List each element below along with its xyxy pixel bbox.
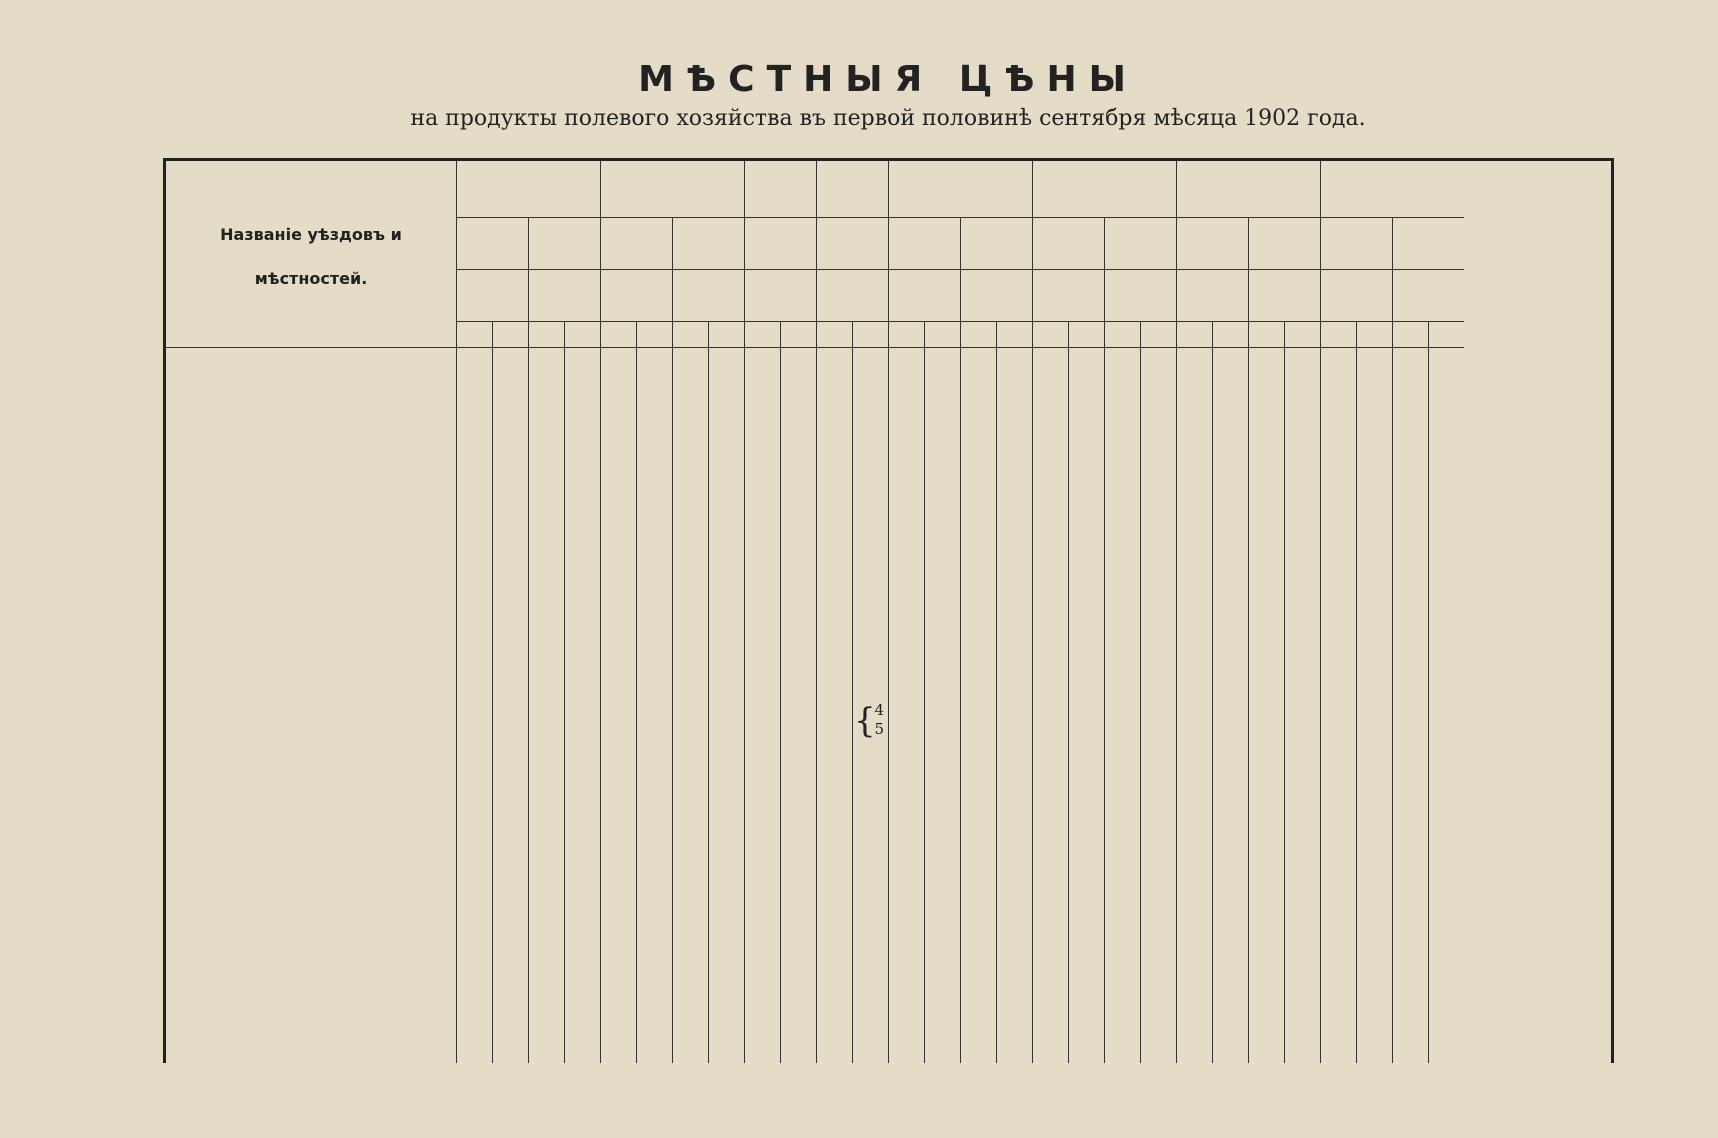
sub-header [1032,217,1104,269]
rub-header [1392,321,1428,347]
unit-header [1032,269,1104,321]
stub-divider [456,161,457,1063]
unit-header [600,269,672,321]
rk-divider [636,321,637,1063]
sub-header [1104,217,1176,269]
unit-header [672,269,744,321]
unit-header [456,269,528,321]
rub-header [1176,321,1212,347]
product-header [744,161,816,217]
unit-header [816,269,888,321]
unit-header [1248,269,1320,321]
sub-header [744,217,816,269]
rk-divider [1428,321,1429,1063]
sub-header [1320,217,1392,269]
unit-header [1320,269,1392,321]
sub-header [888,217,960,269]
rule-body [166,347,1464,348]
kop-header [1212,321,1248,347]
kop-header [492,321,528,347]
stub-header: Названіе уѣздовъ и мѣстностей. [220,225,402,288]
rub-header [528,321,564,347]
sub-header [1248,217,1320,269]
kop-header [1140,321,1176,347]
rub-header [960,321,996,347]
unit-header [1392,269,1464,321]
price-sheet [163,60,1613,1065]
rk-divider [1356,321,1357,1063]
sub-header [1176,217,1248,269]
brace-line: 4 [874,701,884,719]
price-table [163,158,1614,1063]
sub-header [528,217,600,269]
sub-header [672,217,744,269]
rk-divider [564,321,565,1063]
rub-header [1320,321,1356,347]
rule-sub [456,217,1464,218]
sub-header [456,217,528,269]
rk-divider [996,321,997,1063]
unit-header [960,269,1032,321]
brace-value [856,701,886,741]
kop-header [708,321,744,347]
rub-header [600,321,636,347]
kop-header [996,321,1032,347]
kop-header [852,321,888,347]
sub-header [960,217,1032,269]
rub-header [1248,321,1284,347]
rule-unit [456,269,1464,270]
rk-divider [780,321,781,1063]
rule-rk [456,321,1464,322]
brace-line: 5 [874,720,884,738]
kop-header [1284,321,1320,347]
kop-header [780,321,816,347]
rub-header [1104,321,1140,347]
rk-divider [1212,321,1213,1063]
rk-divider [1284,321,1285,1063]
rub-header [456,321,492,347]
kop-header [636,321,672,347]
rk-divider [492,321,493,1063]
rub-header [1032,321,1068,347]
unit-header [1176,269,1248,321]
kop-header [1356,321,1392,347]
unit-header [528,269,600,321]
kop-header [924,321,960,347]
unit-header [888,269,960,321]
sub-header [1392,217,1464,269]
product-header [1176,161,1320,217]
unit-header [1104,269,1176,321]
rk-divider [924,321,925,1063]
page-subtitle: на продукты полевого хозяйства въ первой половинѣ сентября мѣсяца 1902 года. [410,106,1366,131]
sub-header [600,217,672,269]
sub-header [816,217,888,269]
product-header [1032,161,1176,217]
rub-header [744,321,780,347]
page-title: МѢСТНЫЯ ЦѢНЫ [638,59,1138,100]
rub-header [672,321,708,347]
product-header [816,161,888,217]
product-header [600,161,744,217]
brace-glyph: { [854,701,876,741]
kop-header [564,321,600,347]
rub-header [888,321,924,347]
product-header [456,161,600,217]
product-header [1320,161,1464,217]
kop-header [1428,321,1464,347]
rk-divider [852,321,853,1063]
rk-divider [1068,321,1069,1063]
rub-header [816,321,852,347]
unit-header [744,269,816,321]
rk-divider [708,321,709,1063]
rk-divider [1140,321,1141,1063]
product-header [888,161,1032,217]
kop-header [1068,321,1104,347]
